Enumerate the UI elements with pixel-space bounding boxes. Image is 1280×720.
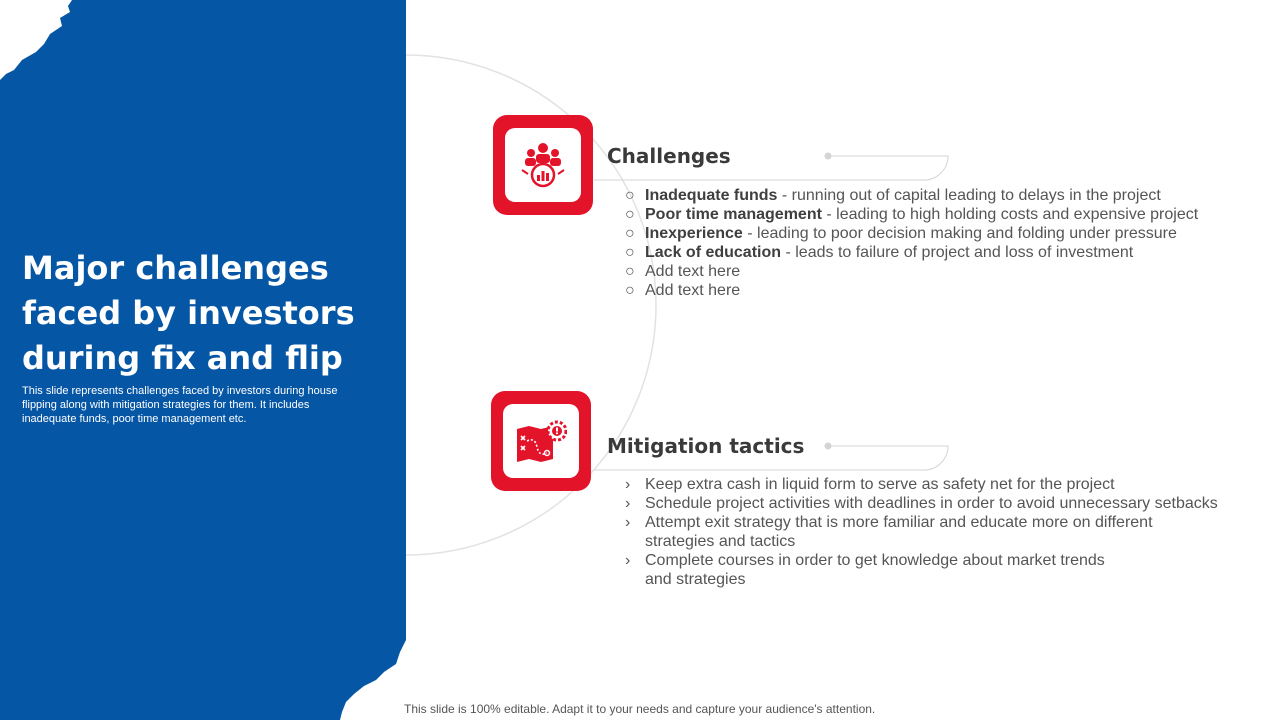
bullet-chevron-marker: › (625, 514, 631, 531)
bullet-chevron-marker: › (625, 476, 631, 493)
challenge-item (622, 243, 1198, 262)
challenges-list (622, 186, 1198, 300)
mitigation-item (622, 494, 1218, 513)
challenge-item-text: - leading to high holding costs and expensive project (821, 206, 1199, 223)
mitigation-item-text-continued: strategies and tactics (645, 533, 796, 550)
bullet-chevron-marker: › (625, 552, 631, 569)
bullet-circle-marker: ○ (625, 263, 635, 280)
slide-description: This slide represents challenges faced by investors during house flipping along with mitigation strategies for them. It includes inadequate funds, poor time management etc. (22, 385, 338, 425)
bullet-circle-marker: ○ (625, 244, 635, 261)
mitigation-item (622, 513, 1218, 551)
mitigation-item-text: Schedule project activities with deadlines in order to avoid unnecessary setbacks (645, 495, 1218, 512)
challenges-connector-line (594, 145, 954, 185)
mitigation-item-text-continued: and strategies (645, 571, 746, 588)
mitigation-item (622, 475, 1218, 494)
mitigation-heading: Mitigation tactics (607, 434, 805, 458)
bullet-chevron-marker: › (625, 495, 631, 512)
challenge-item (622, 224, 1198, 243)
challenges-heading: Challenges (607, 144, 731, 168)
challenge-item (622, 186, 1198, 205)
challenge-item-title: Inexperience (645, 225, 743, 242)
team-chart-icon (518, 140, 568, 190)
strategy-plan-icon (515, 419, 567, 463)
footer-note: This slide is 100% editable. Adapt it to your needs and capture your audience's attention. (404, 702, 876, 716)
challenge-item-text: - leading to poor decision making and folding under pressure (742, 225, 1177, 242)
challenge-item-title: Poor time management (645, 206, 822, 223)
challenge-item-text: - running out of capital leading to delays in the project (777, 187, 1161, 204)
left-title-panel (0, 0, 406, 720)
mitigation-item-text: Attempt exit strategy that is more familiar and educate more on different (645, 514, 1153, 531)
challenge-item (622, 281, 1198, 300)
mitigation-item (622, 551, 1218, 589)
bullet-circle-marker: ○ (625, 187, 635, 204)
challenge-item-text: Add text here (645, 282, 741, 299)
challenge-item-text: Add text here (645, 263, 741, 280)
challenge-item (622, 205, 1198, 224)
mitigation-item-text: Complete courses in order to get knowledge about market trends (645, 552, 1105, 569)
slide-title: Major challenges faced by investors during fix and flip (22, 249, 355, 377)
bullet-circle-marker: ○ (625, 206, 635, 223)
challenge-item-title: Lack of education (645, 244, 782, 261)
challenges-icon-box (493, 115, 593, 215)
mitigation-icon-box (491, 391, 591, 491)
mitigation-list (622, 475, 1218, 589)
mitigation-item-text: Keep extra cash in liquid form to serve as safety net for the project (645, 476, 1115, 493)
bullet-circle-marker: ○ (625, 282, 635, 299)
challenge-item (622, 262, 1198, 281)
mitigation-connector-line (594, 435, 954, 475)
challenge-item-text: - leads to failure of project and loss of investment (781, 244, 1134, 261)
bullet-circle-marker: ○ (625, 225, 635, 242)
challenge-item-title: Inadequate funds (645, 187, 778, 204)
